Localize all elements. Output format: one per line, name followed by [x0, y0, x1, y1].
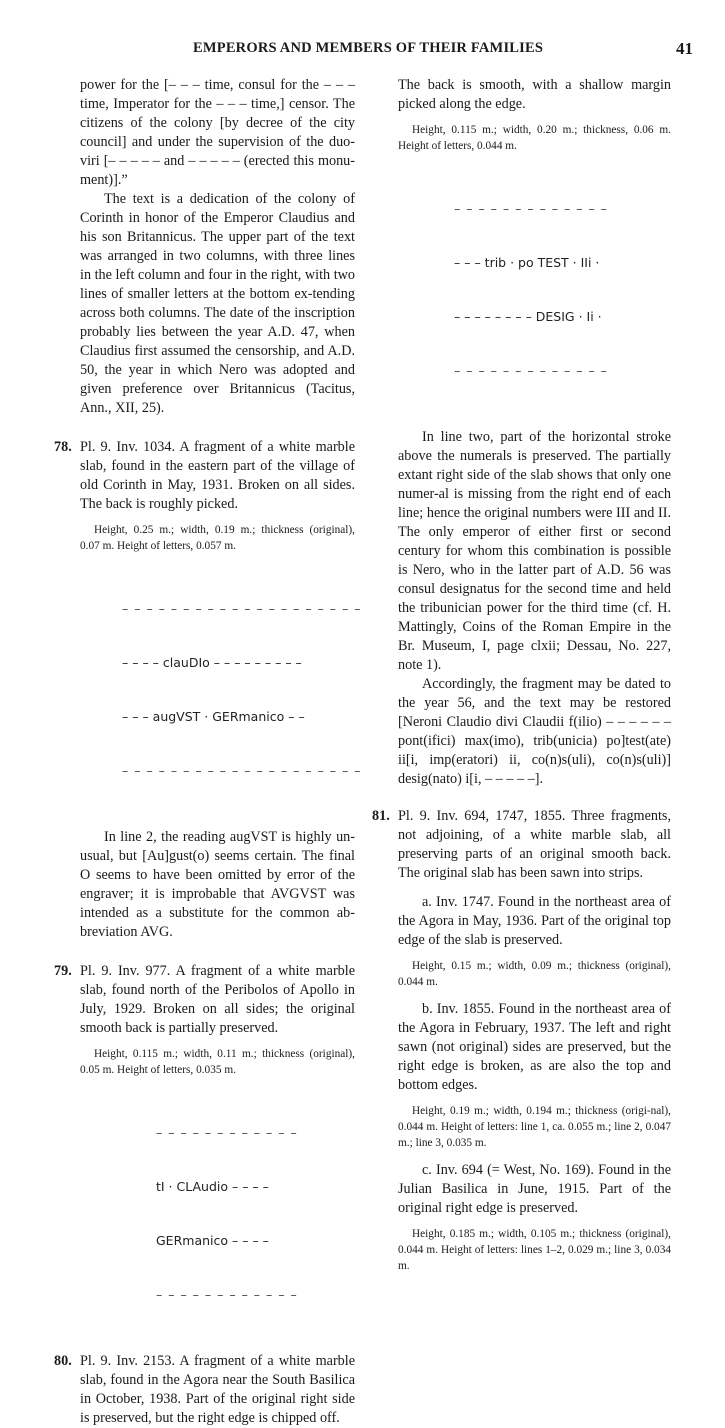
commentary-paragraph: The text is a dedication of the colony of Corinth in honor of the Emperor Claudius and his son Britannicus. The upper part of the text was arranged in two columns, with three lines in the left column and four in the right, with two lines of smaller letters at the bottom ex-tending across both columns. The date of the inscription probably lies between the year A.D. 47, when Claudius first assumed the censorship, and A.D. 50, the year in which Nero was adopted and given preference over Britannicus (Tacitus, Ann., XII, 25).	[80, 191, 355, 416]
entry-80	[54, 1352, 355, 1428]
inscription-line: – – – – – – – – – – – – – – – – – – – –	[122, 601, 362, 616]
entry-78	[54, 438, 362, 942]
entry-description: Pl. 9. Inv. 1034. A fragment of a white marble slab, found in the eastern part of the village of old Corinth in May, 1931. Broken on all sides. The back is roughly picked.	[80, 439, 355, 512]
entry-79	[54, 962, 355, 1340]
inscription-line: – – – – – – – – – – – – –	[454, 363, 608, 378]
entry-number: 80.	[54, 1353, 72, 1369]
measurements: Height, 0.115 m.; width, 0.20 m.; thickness, 0.06 m. Height of letters, 0.044 m.	[398, 124, 671, 152]
inscription-line: – – – augVST · GERmanico – –	[122, 709, 305, 724]
inscription-line: – – – – – – – – – – – – –	[454, 201, 608, 216]
inscription-line: – – – trib · po TEST · IIi ·	[454, 255, 600, 270]
entry-commentary: Accordingly, the fragment may be dated to the year 56, and the text may be restored [Neroni Claudio divi Claudii f(ilio) – – – – – – pont(ifici) max(imo), trib(unicia) po]test(ate) ii[i, imp(eratori) ii, co(n)s(uli), co(n)s(uli)] desig(nato) i[i, – – – – –].	[398, 676, 671, 787]
inscription-line: – – – – – – – – – – – – – – – – – – – –	[122, 763, 362, 778]
inscription-line: – – – – clauDIo – – – – – – – – –	[122, 655, 302, 670]
inscription-line: GERmanico – – – –	[156, 1233, 269, 1248]
entry-commentary: In line two, part of the horizontal stroke above the numerals is preserved. The partially extant right side of the slab shows that only one numer-al is missing from the right end of each line; hence the original numbers were III and II. The only emperor of either first or second century for whom this combination is possible is Nero, who in the latter part of A.D. 56 was consul designatus for the second time and held the tribunician power for the third time (cf. H. Mattingly, Coins of the Roman Empire in the Br. Museum, I, page clxii; Dessau, No. 227, note 1).	[398, 429, 671, 673]
inscription-line: – – – – – – – – – – – –	[156, 1125, 298, 1140]
inscription-transcription	[156, 1088, 355, 1340]
entry-description: Pl. 9. Inv. 977. A fragment of a white marble slab, found north of the Peribolos of Apollo in July, 1929. Broken on all sides; the original smooth back is partially preserved.	[80, 963, 355, 1036]
running-header	[193, 40, 693, 62]
entry-commentary: In line 2, the reading augVST is highly un-usual, but [Au]gust(o) seems certain. The final O seems to have been omitted by error of the engraver; it is improbable that AVGVST was intended as a substitute for the common ab-breviation AVG.	[80, 829, 355, 940]
entry-number: 79.	[54, 963, 72, 979]
inscription-line: tI · CLAudio – – – –	[156, 1179, 269, 1194]
running-title: EMPERORS AND MEMBERS OF THEIR FAMILIES	[193, 40, 544, 56]
inscription-transcription	[454, 164, 671, 416]
left-column	[54, 76, 362, 1428]
inscription-line: – – – – – – – – – – – –	[156, 1287, 298, 1302]
measurements: Height, 0.25 m.; width, 0.19 m.; thickness (original), 0.07 m. Height of letters, 0.057 m.	[80, 524, 355, 552]
fragment-b-measurements: Height, 0.19 m.; width, 0.194 m.; thickness (origi-nal), 0.044 m. Height of letters: line 1, ca. 0.055 m.; line 2, 0.047 m.; line 3, 0.035 m.	[398, 1105, 671, 1149]
right-column	[372, 76, 671, 1284]
inscription-line: – – – – – – – – DESIG · Ii ·	[454, 309, 602, 324]
fragment-b-description: b. Inv. 1855. Found in the northeast area of the Agora in February, 1937. The left and right sawn (not original) sides are preserved, but the right edge is broken, as are also the top and bottom edges.	[398, 1001, 671, 1093]
fragment-c-measurements: Height, 0.185 m.; width, 0.105 m.; thickness (original), 0.044 m. Height of letters: lines 1–2, 0.029 m.; line 3, 0.034 m.	[398, 1228, 671, 1272]
entry-number: 78.	[54, 439, 72, 455]
fragment-a-measurements: Height, 0.15 m.; width, 0.09 m.; thickness (original), 0.044 m.	[398, 960, 671, 988]
fragment-a-description: a. Inv. 1747. Found in the northeast area of the Agora in May, 1936. Part of the original top edge of the slab is preserved.	[398, 894, 671, 948]
inscription-transcription	[122, 564, 362, 816]
entry-description: Pl. 9. Inv. 2153. A fragment of a white marble slab, found in the Agora near the South Basilica in October, 1938. Part of the original right side is preserved, but the right edge is chipped off.	[80, 1353, 355, 1426]
continuation-paragraph: power for the [– – – time, consul for the – – – time, Imperator for the – – – time,] censor. The citizens of the colony [by decree of the city council] and under the supervision of the duo-viri [– – – – – and – – – – – (erected this monu-ment)].”	[80, 77, 355, 188]
page-number: 41	[676, 39, 693, 58]
entry-number: 81.	[372, 808, 390, 824]
entry-description: Pl. 9. Inv. 694, 1747, 1855. Three fragments, not adjoining, of a white marble slab, all preserving parts of an original smooth back. The original slab has been sawn into strips.	[398, 808, 671, 881]
entry-81	[372, 807, 671, 1274]
measurements: Height, 0.115 m.; width, 0.11 m.; thickness (original), 0.05 m. Height of letters, 0.035 m.	[80, 1048, 355, 1076]
fragment-c-description: c. Inv. 694 (= West, No. 169). Found in the Julian Basilica in June, 1915. Part of the original right edge is preserved.	[398, 1162, 671, 1216]
entry-80-continuation: The back is smooth, with a shallow margin picked along the edge.	[398, 77, 671, 112]
